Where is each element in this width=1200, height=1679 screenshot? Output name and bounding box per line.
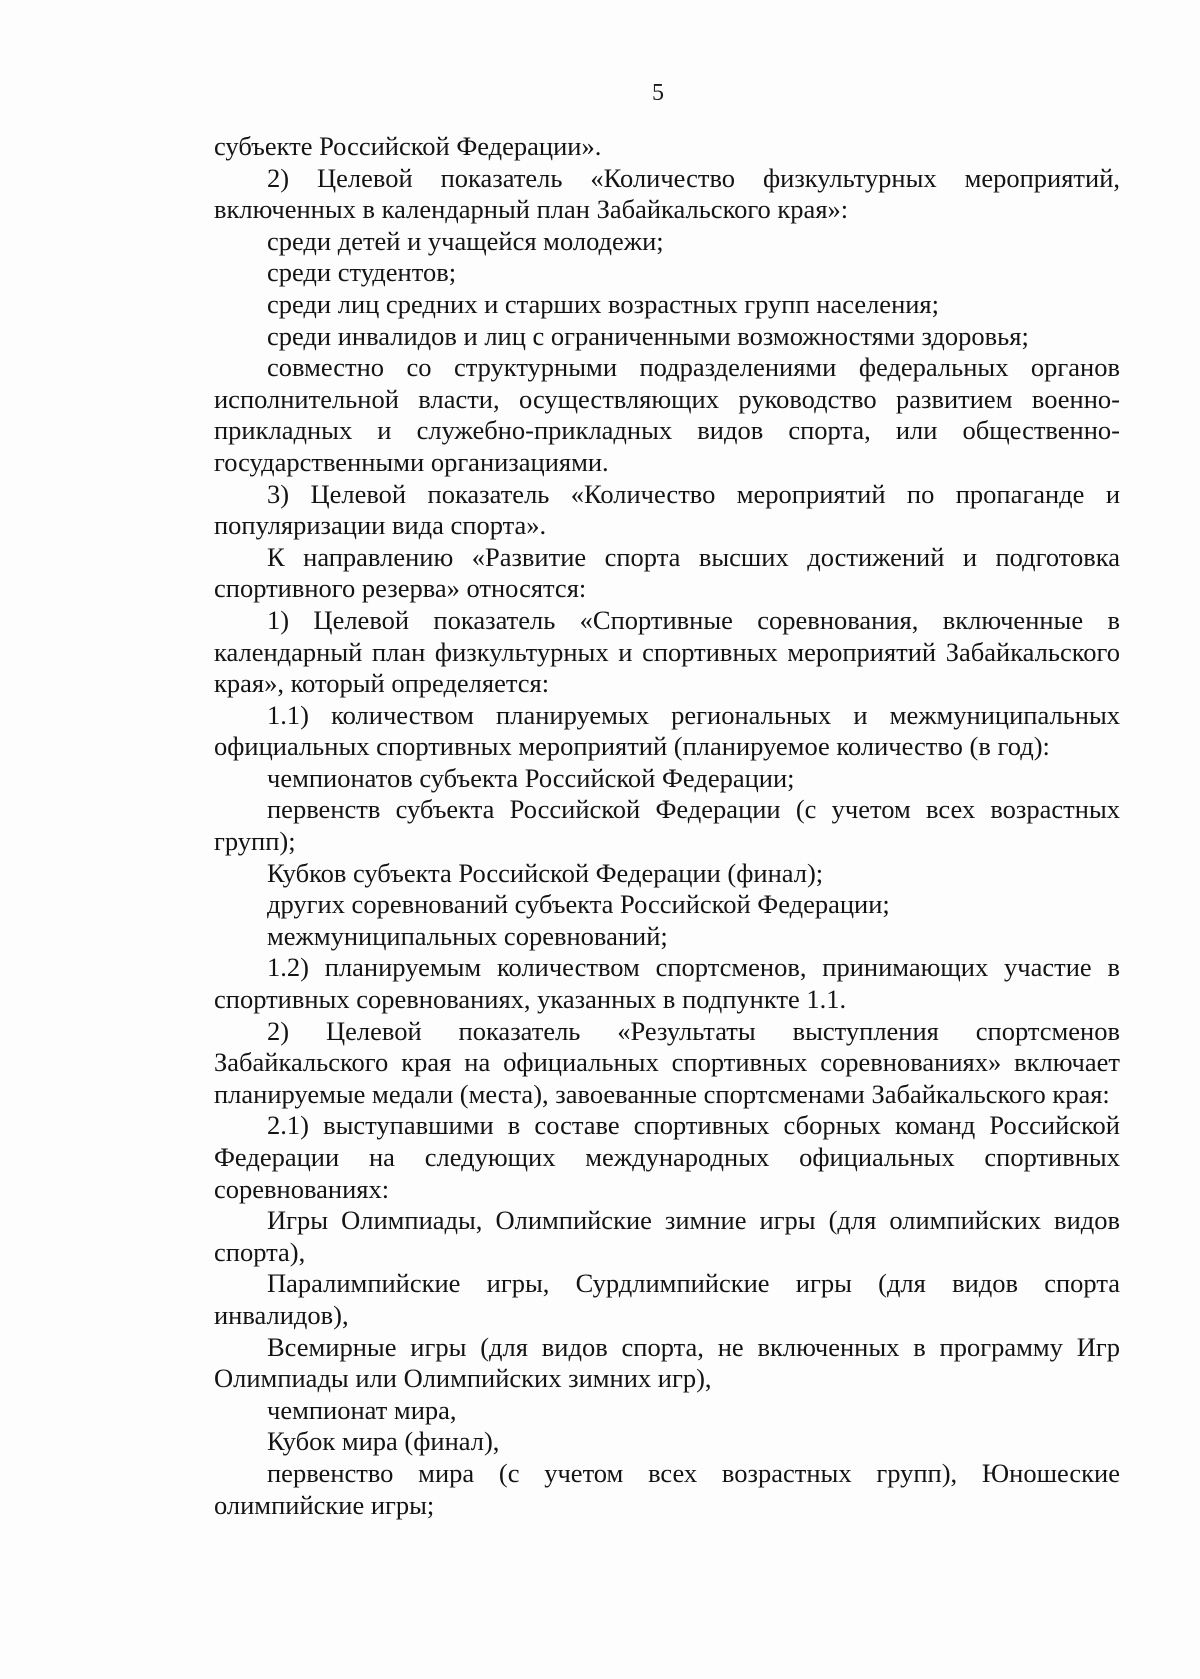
paragraph: 1.2) планируемым количеством спортсменов, принимающих участие в спортивных соревнованиях, указанных в подпункте 1.1. — [214, 952, 1120, 1015]
paragraph: первенств субъекта Российской Федерации (с учетом всех возрастных групп); — [214, 794, 1120, 857]
paragraph: 2.1) выступавшими в составе спортивных сборных команд Российской Федерации на следующих международных официальных спортивных соревнованиях: — [214, 1110, 1120, 1204]
paragraph: среди инвалидов и лиц с ограниченными возможностями здоровья; — [267, 320, 1029, 351]
paragraph: 2) Целевой показатель «Количество физкультурных мероприятий, включенных в календарный план Забайкальского края»: — [214, 162, 1120, 225]
paragraph: субъекте Российской Федерации». — [214, 131, 602, 161]
paragraph: Кубок мира (финал), — [267, 1426, 500, 1457]
page-number: 5 — [652, 80, 664, 106]
paragraph: чемпионат мира, — [267, 1394, 457, 1425]
paragraph: среди детей и учащейся молодежи; — [267, 225, 664, 256]
paragraph: К направлению «Развитие спорта высших достижений и подготовка спортивного резерва» относятся: — [214, 541, 1120, 604]
paragraph: 1.1) количеством планируемых региональных и межмуниципальных официальных спортивных мероприятий (планируемое количество (в год): — [214, 699, 1120, 762]
paragraph: 3) Целевой показатель «Количество мероприятий по пропаганде и популяризации вида спорта». — [214, 478, 1120, 541]
paragraph: Игры Олимпиады, Олимпийские зимние игры (для олимпийских видов спорта), — [214, 1205, 1120, 1267]
paragraph: Всемирные игры (для видов спорта, не включенных в программу Игр Олимпиады или Олимпийских зимних игр), — [214, 1331, 1120, 1394]
document-body — [214, 131, 1120, 1521]
paragraph: Кубков субъекта Российской Федерации (финал); — [267, 857, 824, 888]
paragraph: совместно со структурными подразделениями федеральных органов исполнительной власти, осуществляющих руководство развитием военно-прикладных и служебно-прикладных видов спорта, или общественно-государственными организациями. — [214, 352, 1120, 477]
paragraph: 1) Целевой показатель «Спортивные соревнования, включенные в календарный план физкультурных и спортивных мероприятий Забайкальского края», который определяется: — [214, 604, 1120, 699]
paragraph: других соревнований субъекта Российской Федерации; — [267, 889, 890, 920]
paragraph: среди лиц средних и старших возрастных групп населения; — [267, 288, 939, 319]
paragraph: межмуниципальных соревнований; — [267, 920, 668, 951]
paragraph: чемпионатов субъекта Российской Федерации; — [267, 762, 795, 793]
paragraph: 2) Целевой показатель «Результаты выступления спортсменов Забайкальского края на официальных спортивных соревнованиях» включает планируемые медали (места), завоеванные спортсменами Забайкальского края: — [214, 1015, 1120, 1109]
paragraph: среди студентов; — [267, 257, 457, 288]
paragraph: Паралимпийские игры, Сурдлимпийские игры (для видов спорта инвалидов), — [214, 1268, 1120, 1330]
paragraph: первенство мира (с учетом всех возрастных групп), Юношеские олимпийские игры; — [214, 1457, 1120, 1520]
